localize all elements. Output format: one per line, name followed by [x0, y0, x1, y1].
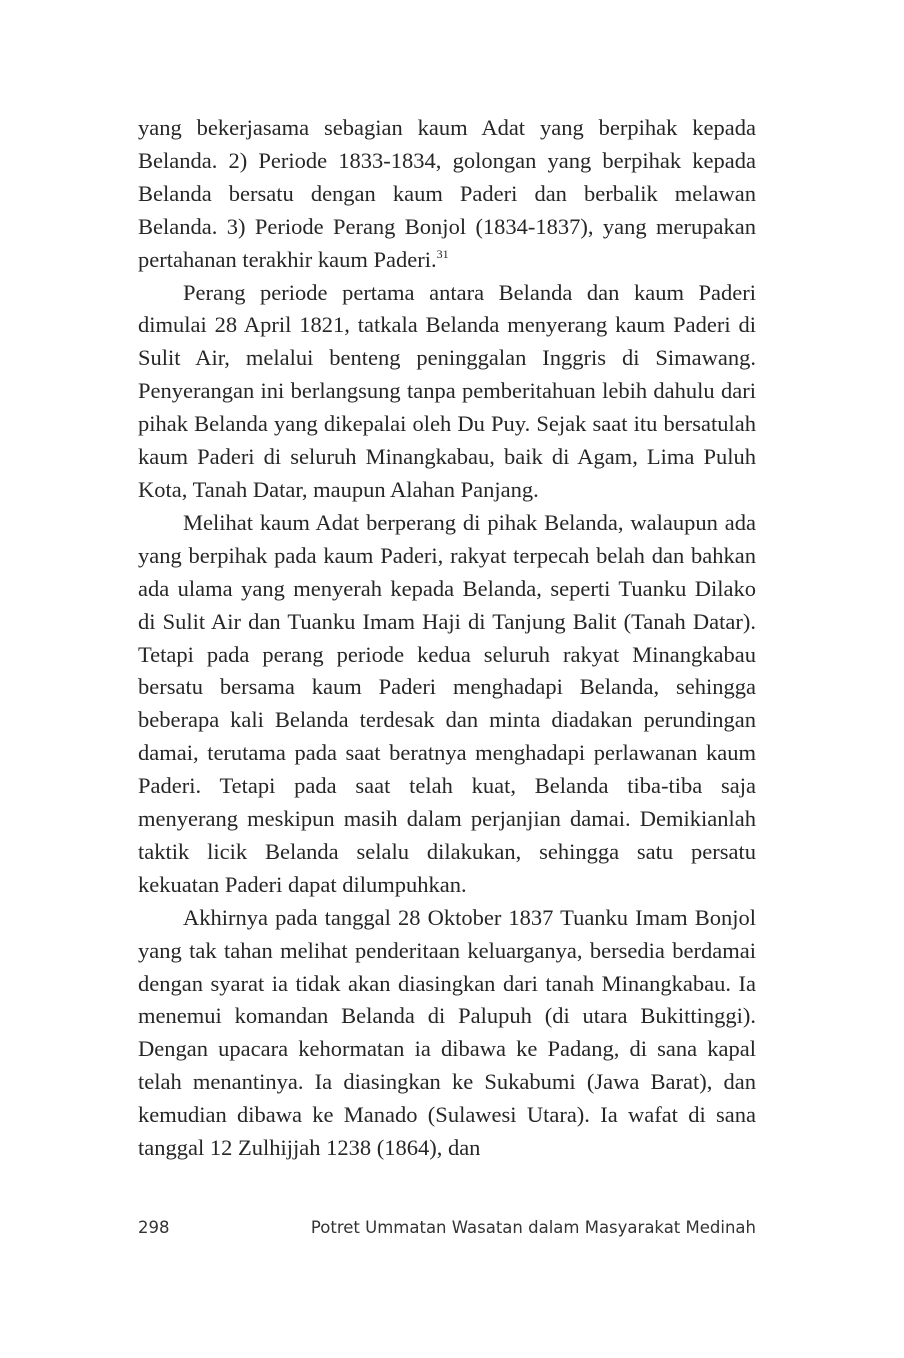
paragraph-3: Melihat kaum Adat berperang di pihak Belanda, walaupun ada yang berpihak pada kaum Paderi, rakyat terpecah belah dan bahkan ada ulama yang menyerah kepada Belanda, seperti Tuanku Dilako di Sulit Air dan Tuanku Imam Haji di Tanjung Balit (Tanah Datar). Tetapi pada perang periode kedua seluruh rakyat Minangkabau bersatu bersama kaum Paderi menghadapi Belanda, sehingga beberapa kali Belanda terdesak dan minta diadakan perundingan damai, terutama pada saat beratnya menghadapi perlawanan kaum Paderi. Tetapi pada saat telah kuat, Belanda tiba-tiba saja menyerang meskipun masih dalam perjanjian damai. Demikianlah taktik licik Belanda selalu dilakukan, sehingga satu persatu kekuatan Paderi dapat dilumpuhkan.	[138, 509, 756, 897]
body-text	[138, 112, 756, 1165]
paragraph-1	[138, 112, 756, 277]
footnote-reference: 31	[436, 246, 449, 261]
page-footer	[138, 1218, 756, 1248]
page-number: 298	[138, 1218, 170, 1237]
running-title: Potret Ummatan Wasatan dalam Masyarakat Medinah	[310, 1218, 756, 1237]
paragraph-1-text: yang bekerjasama sebagian kaum Adat yang berpihak kepada Belanda. 2) Periode 1833-1834, golongan yang berpihak kepada Belanda bersatu dengan kaum Paderi dan berbalik melawan Belanda. 3) Periode Perang Bonjol (1834-1837), yang merupakan pertahanan terakhir kaum Paderi.	[138, 115, 756, 272]
paragraph-4: Akhirnya pada tanggal 28 Oktober 1837 Tuanku Imam Bonjol yang tak tahan melihat penderitaan keluarganya, bersedia berdamai dengan syarat ia tidak akan diasingkan dari tanah Minangkabau. Ia menemui komandan Belanda di Palupuh (di utara Bukittinggi). Dengan upacara kehormatan ia dibawa ke Padang, di sana kapal telah menantinya. Ia diasingkan ke Sukabumi (Jawa Barat), dan kemudian dibawa ke Manado (Sulawesi Utara). Ia wafat di sana tanggal 12 Zulhijjah 1238 (1864), dan	[138, 904, 756, 1161]
paragraph-2: Perang periode pertama antara Belanda dan kaum Paderi dimulai 28 April 1821, tatkala Belanda menyerang kaum Paderi di Sulit Air, melalui benteng peninggalan Inggris di Simawang. Penyerangan ini berlangsung tanpa pemberitahuan lebih dahulu dari pihak Belanda yang dikepalai oleh Du Puy. Sejak saat itu bersatulah kaum Paderi di seluruh Minangkabau, baik di Agam, Lima Puluh Kota, Tanah Datar, maupun Alahan Panjang.	[138, 279, 756, 502]
